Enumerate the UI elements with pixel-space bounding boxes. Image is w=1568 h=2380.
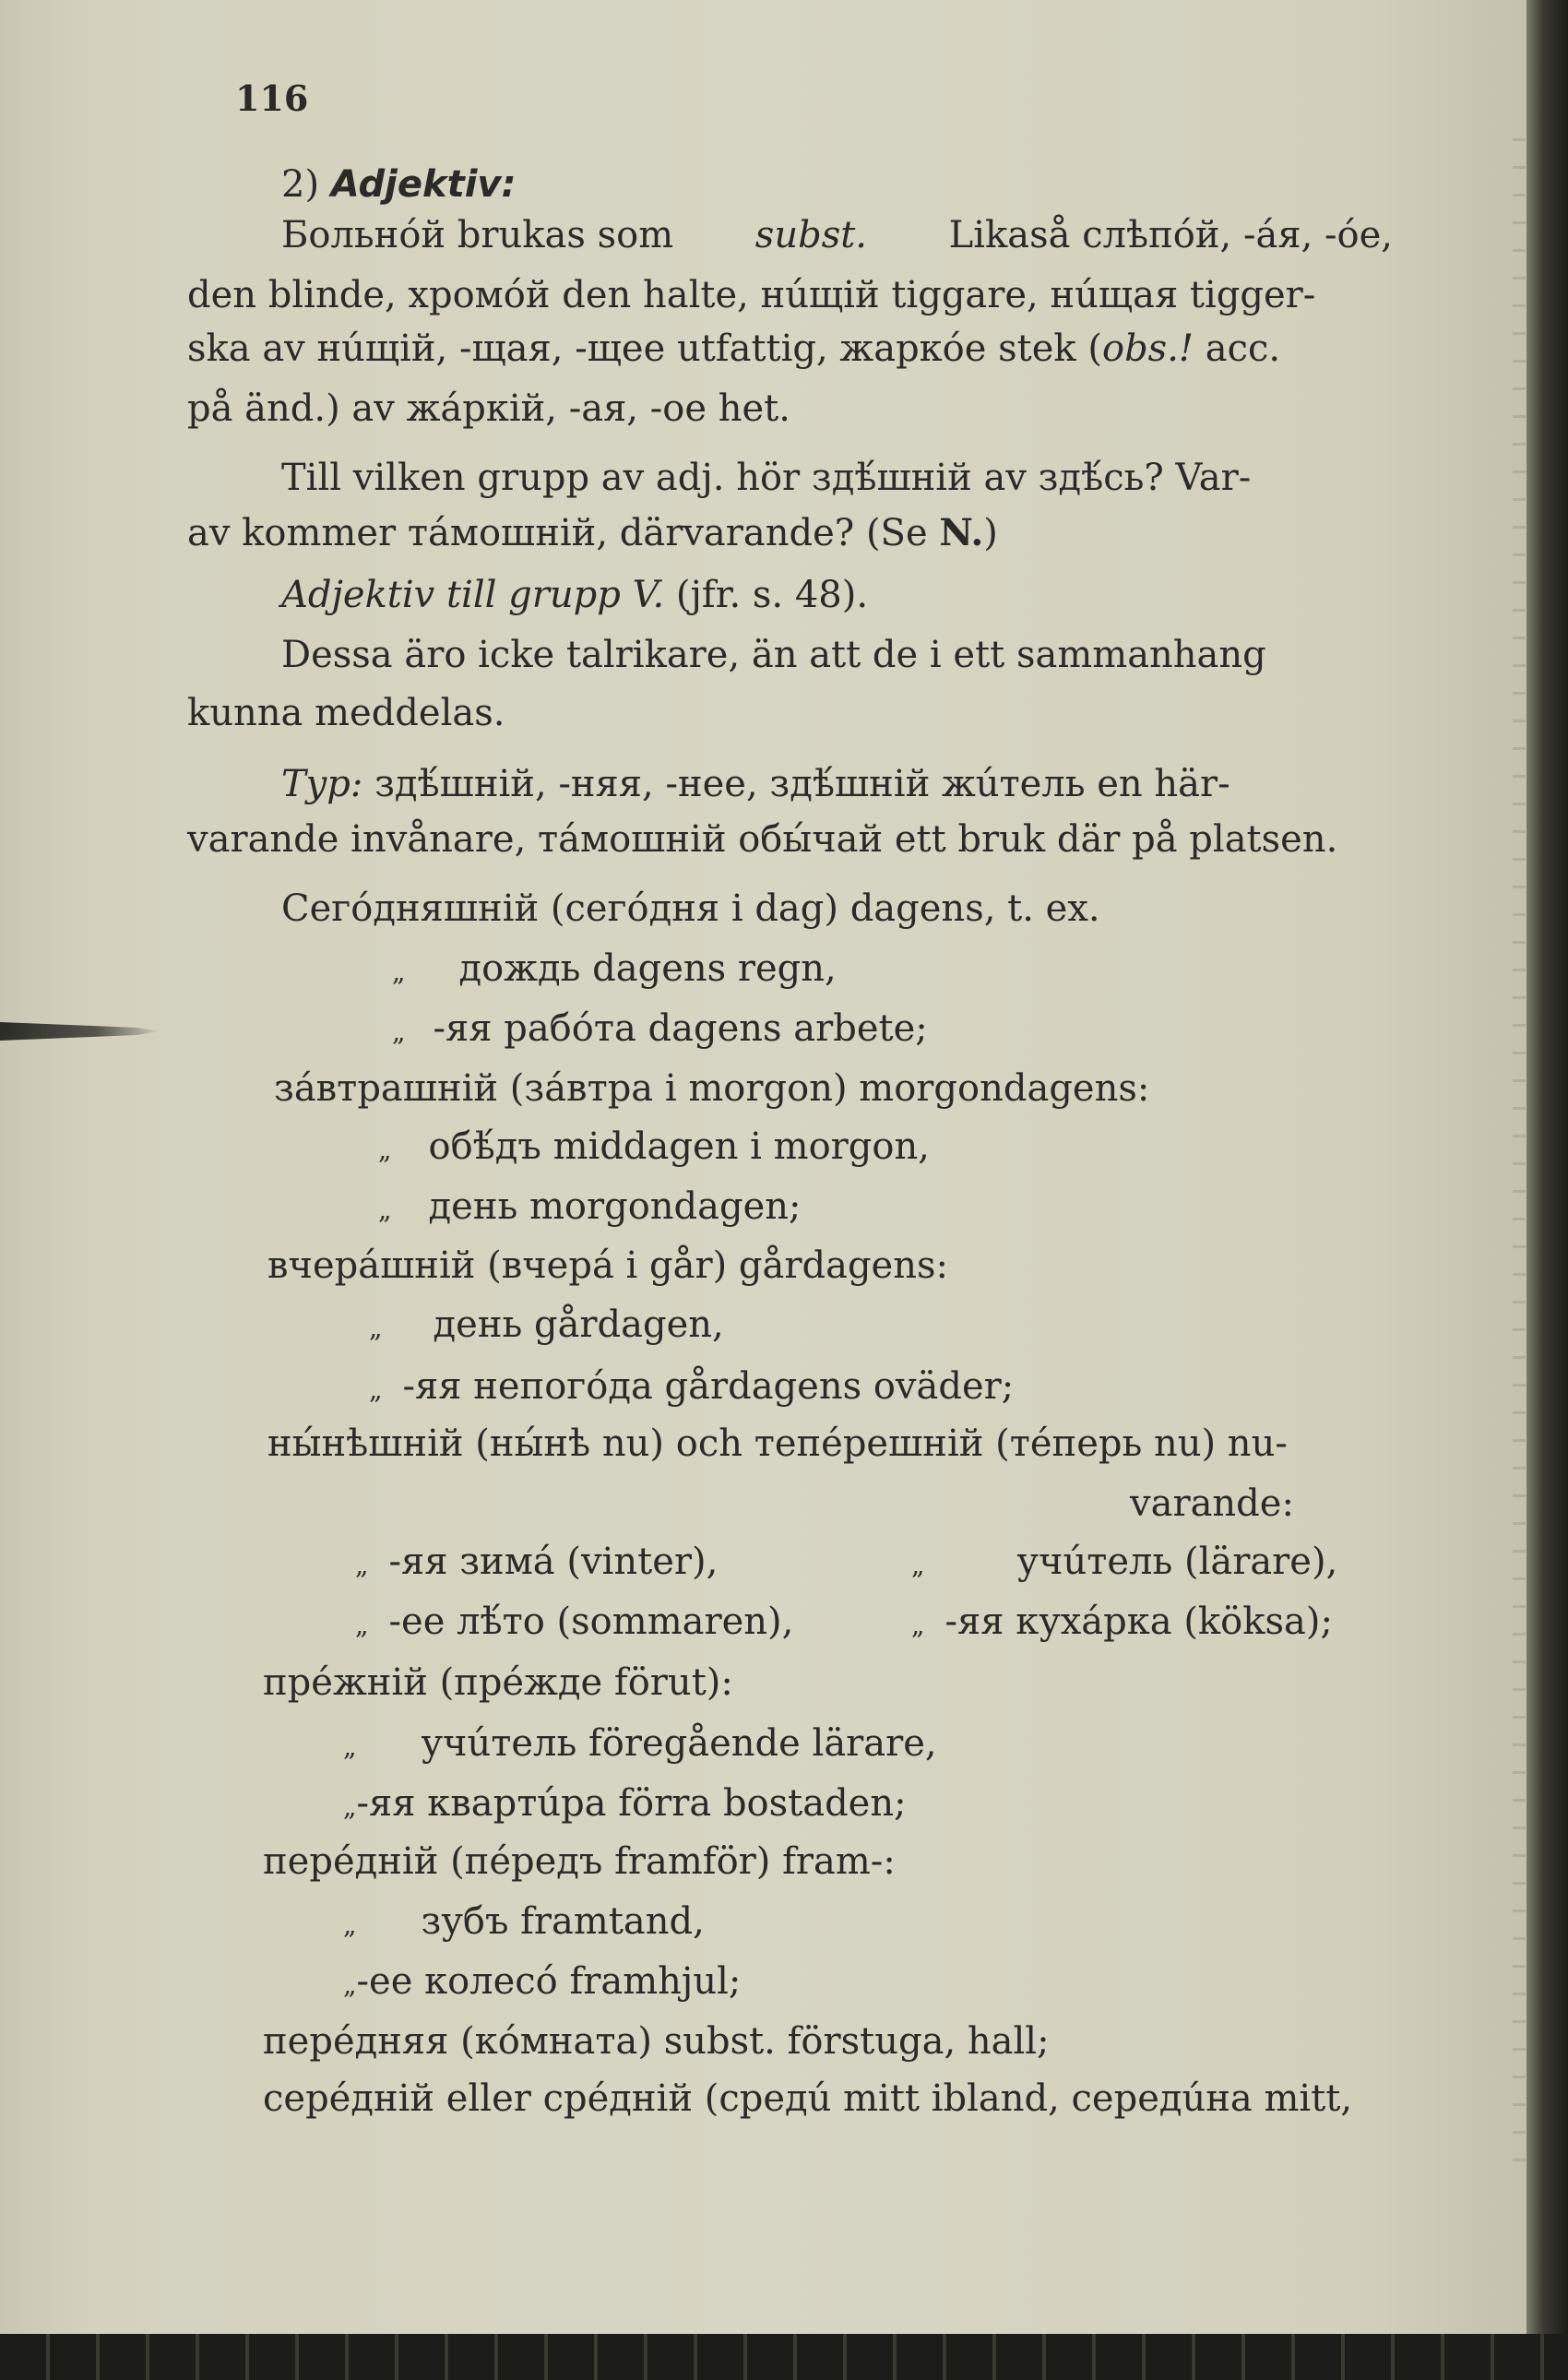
example-line: „ -яя кухáрка (köksa); [911, 1601, 1333, 1643]
text-line: Больнóй brukas som subst. Likaså слѣпóй, -áя, -óе, [281, 214, 1393, 256]
example-line: перéдній (пéредъ framför) fram-: [263, 1840, 896, 1883]
text-line: kunna meddelas. [187, 692, 505, 734]
example-line: „ -яя зимá (vinter), [355, 1541, 719, 1583]
book-edge [1526, 0, 1568, 2380]
example-line: прéжній (прéжде förut): [263, 1661, 733, 1704]
example-line: „ зубъ framtand, [343, 1900, 705, 1943]
text-line: den blinde, хромóй den halte, нúщій tiggare, нúщая tigger- [187, 274, 1316, 316]
example-line: „ -яя непогóда gårdagens oväder; [369, 1365, 1015, 1408]
section-heading [281, 163, 517, 206]
example-line: „ дождь dagens regn, [392, 947, 837, 990]
subheading: Adjektiv till grupp V. (jfr. s. 48). [281, 574, 869, 616]
text-line: Typ: здѣ́шній, -няя, -нее, здѣ́шній жúтель en här- [281, 763, 1230, 805]
text-line: Till vilken grupp av adj. hör здѣ́шній av здѣ́сь? Var- [281, 457, 1252, 499]
example-line: „ -ее лѣ́то (sommaren), [355, 1601, 794, 1643]
scanner-edge [0, 2334, 1568, 2380]
example-line: „ день gårdagen, [369, 1303, 724, 1346]
example-line: varande: [1130, 1482, 1294, 1525]
example-line: „ учúтель föregående lärare, [343, 1722, 937, 1765]
example-line: серéдній eller срéдній (средú mitt ibland, середúна mitt, [263, 2077, 1353, 2120]
page-number: 116 [235, 77, 309, 119]
section-number: 2) [281, 163, 320, 206]
example-line: „ день morgondagen; [378, 1185, 802, 1228]
text-line: Dessa äro icke talrikare, än att de i ett sammanhang [281, 634, 1266, 676]
example-line: вчерáшній (вчерá i går) gårdagens: [267, 1244, 948, 1287]
example-line: зáвтрашній (зáвтра i morgon) morgondagens: [274, 1067, 1150, 1110]
page-edge-marks [1513, 138, 1526, 2168]
example-line: „ -яя рабóта dagens arbete; [392, 1007, 928, 1050]
text-line: ska av нúщій, -щая, -щее utfattig, жаркóе stek (obs.! acc. [187, 327, 1281, 370]
text-line: på änd.) av жáркій, -ая, -ое het. [187, 387, 790, 430]
text-line: varande invånare, тáмошній обы́чай ett bruk där på platsen. [187, 818, 1338, 861]
example-line: „-ее колесó framhjul; [343, 1960, 742, 2003]
text-line: av kommer тáмошній, därvarande? (Se N.) [187, 511, 998, 554]
example-line: ны́нѣшній (ны́нѣ nu) och тепéрешній (тéперь nu) nu- [267, 1422, 1288, 1465]
example-line: „ обѣ́дъ middagen i morgon, [378, 1125, 930, 1168]
example-line: „ учúтель (lärare), [911, 1541, 1338, 1583]
example-line: „-яя квартúра förra bostaden; [343, 1782, 907, 1825]
example-line: Сегóдняшній (сегóдня i dag) dagens, t. ex. [281, 887, 1100, 930]
section-title: Adjektiv: [330, 163, 517, 206]
example-line: перéдняя (кóмната) subst. förstuga, hall; [263, 2020, 1050, 2063]
